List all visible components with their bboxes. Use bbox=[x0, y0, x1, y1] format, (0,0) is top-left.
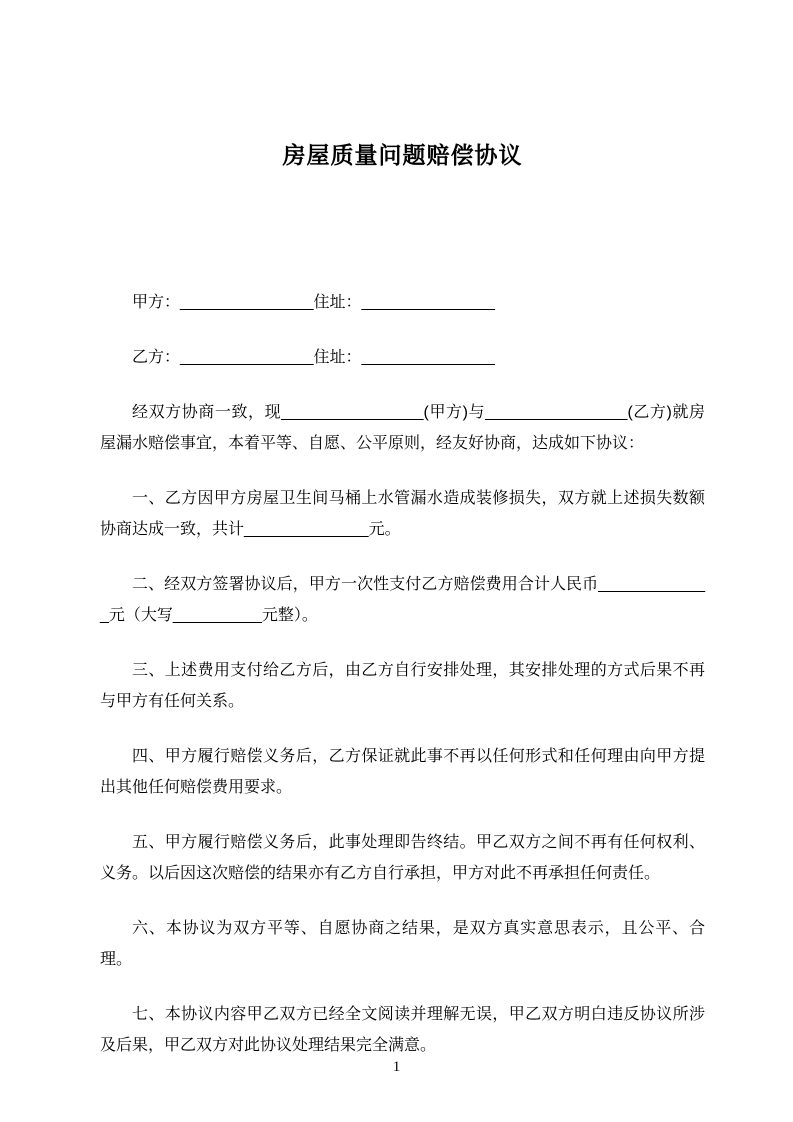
clause-4: 四、甲方履行赔偿义务后，乙方保证就此事不再以任何形式和任何理由向甲方提出其他任何赔偿费用要求。 bbox=[100, 748, 705, 796]
document-title: 房屋质量问题赔偿协议 bbox=[282, 142, 523, 168]
page-number: 1 bbox=[392, 1059, 401, 1075]
party-a-line: 甲方：_______________住址：_______________ bbox=[132, 294, 495, 311]
clause-1: 一、乙方因甲方房屋卫生间马桶上水管漏水造成装修损失，双方就上述损失数额协商达成一致，共计______________元。 bbox=[100, 490, 705, 538]
preamble-paragraph: 经双方协商一致，现________________(甲方)与________________(乙方)就房屋漏水赔偿事宜，本着平等、自愿、公平原则，经友好协商，达成如下协议： bbox=[100, 404, 705, 452]
clause-5: 五、甲方履行赔偿义务后，此事处理即告终结。甲乙双方之间不再有任何权利、义务。以后因这次赔偿的结果亦有乙方自行承担，甲方对此不再承担任何责任。 bbox=[100, 834, 705, 882]
clause-7: 七、本协议内容甲乙双方已经全文阅读并理解无误，甲乙双方明白违反协议所涉及后果，甲乙双方对此协议处理结果完全满意。 bbox=[100, 1006, 705, 1054]
clause-3: 三、上述费用支付给乙方后，由乙方自行安排处理，其安排处理的方式后果不再与甲方有任何关系。 bbox=[100, 662, 705, 710]
clause-6: 六、本协议为双方平等、自愿协商之结果，是双方真实意思表示，且公平、合理。 bbox=[100, 920, 705, 968]
clause-2: 二、经双方签署协议后，甲方一次性支付乙方赔偿费用合计人民币_____________元（大写__________元整）。 bbox=[100, 576, 705, 624]
party-b-line: 乙方：_______________住址：_______________ bbox=[132, 349, 495, 366]
